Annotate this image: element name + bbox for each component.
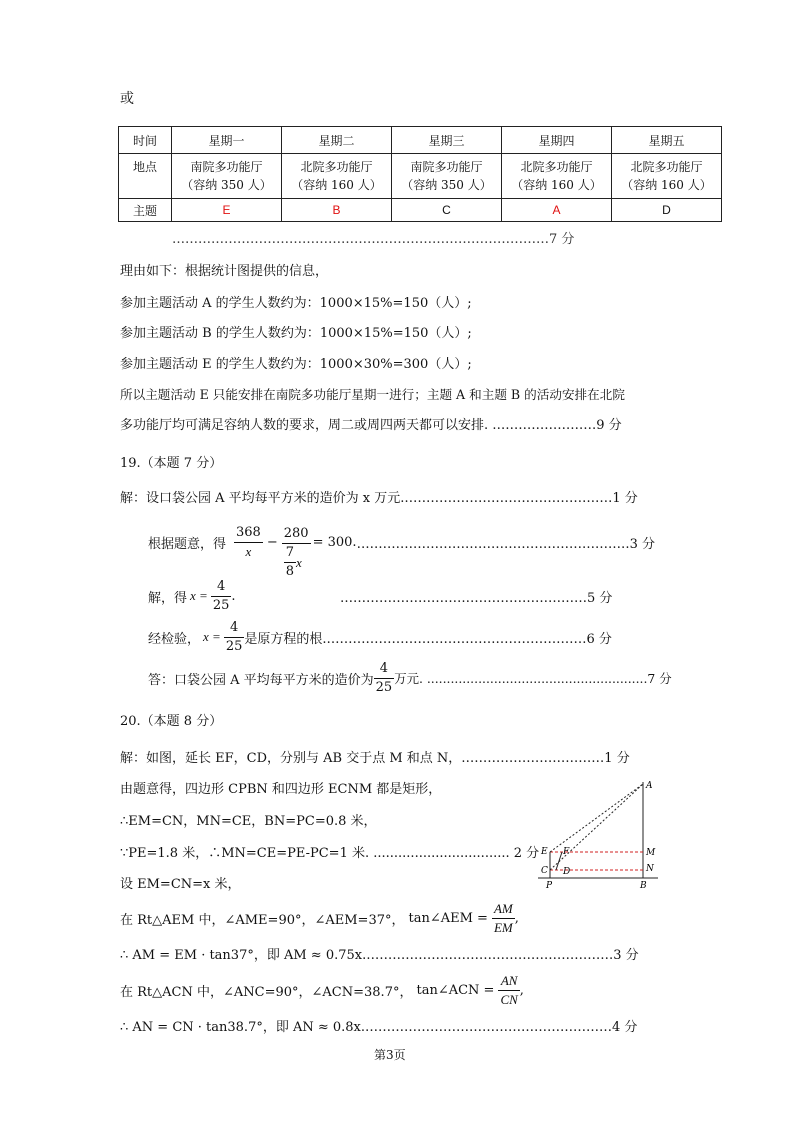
denominator: x bbox=[245, 543, 252, 559]
numerator: 368 bbox=[234, 524, 263, 543]
score-line-7: ……………………………………………………………………………7 分 bbox=[172, 232, 575, 247]
q19-check-prefix: 经检验， bbox=[148, 631, 201, 647]
q19-check bbox=[148, 617, 612, 657]
q20-tan-acn bbox=[120, 970, 524, 1010]
venue-name: 南院多功能厅 bbox=[190, 160, 263, 174]
label-f: F bbox=[563, 847, 570, 857]
label-d: D bbox=[563, 867, 571, 877]
q20-title: 20.（本题 8 分） bbox=[120, 714, 223, 729]
theme-cell: E bbox=[172, 199, 282, 222]
variable: x = bbox=[190, 588, 208, 603]
denominator bbox=[282, 544, 311, 581]
label-n: N bbox=[646, 864, 654, 874]
numerator: 280 bbox=[282, 525, 311, 544]
day-cell: 星期一 bbox=[172, 127, 282, 154]
comma: , bbox=[519, 982, 524, 998]
q19-equation: 根据题意，得 $\frac{368}{x}$ − 280 $\frac{7}{8}$ x = 300. ………………………………………………………3 分 bbox=[148, 524, 655, 579]
q20-line: 设 EM=CN=x 米， bbox=[120, 877, 241, 892]
q19-eq-suffix: = 300. bbox=[312, 534, 357, 550]
period: . bbox=[231, 588, 236, 604]
day-cell: 星期三 bbox=[392, 127, 502, 154]
denominator: CN bbox=[500, 991, 518, 1007]
geometry-figure bbox=[528, 776, 668, 892]
numerator: AN bbox=[498, 972, 519, 991]
reason-line: 多功能厅均可满足容纳人数的要求，周二或周四两天都可以安排. ……………………9 分 bbox=[120, 418, 622, 433]
sight-line-c bbox=[550, 784, 643, 870]
denominator: 25 bbox=[375, 679, 393, 695]
denominator: EM bbox=[493, 919, 513, 935]
q19-ans-suffix: 万元. ........................................................7 分 bbox=[394, 671, 672, 686]
q20-line: ∵PE=1.8 米，∴MN=CE=PE-PC=1 米. ................................. 2 分 bbox=[120, 846, 540, 861]
theme-cell: A bbox=[502, 199, 612, 222]
label-e: E bbox=[541, 847, 548, 857]
q19-ans-prefix: 答：口袋公园 A 平均每平方米的造价为 bbox=[148, 672, 374, 688]
q20-line: 由题意得，四边形 CPBN 和四边形 ECNM 都是矩形， bbox=[120, 782, 442, 797]
reason-line: 参加主题活动 E 的学生人数约为：1000×30%=300（人）; bbox=[120, 357, 472, 372]
venue-capacity: （容纳 160 人） bbox=[511, 178, 602, 192]
day-cell: 星期五 bbox=[612, 127, 722, 154]
comma: , bbox=[514, 910, 519, 926]
day-cell: 星期四 bbox=[502, 127, 612, 154]
header-place: 地点 bbox=[119, 154, 172, 199]
theme-cell: D bbox=[612, 199, 722, 222]
label-a: A bbox=[646, 781, 653, 791]
label-c: C bbox=[541, 866, 548, 876]
header-theme: 主题 bbox=[119, 199, 172, 222]
nested-fraction bbox=[284, 544, 296, 581]
theme-cell: B bbox=[282, 199, 392, 222]
table-row bbox=[119, 199, 722, 222]
q19-answer bbox=[148, 658, 672, 698]
venue-capacity: （容纳 350 人） bbox=[181, 178, 272, 192]
venue-name: 南院多功能厅 bbox=[410, 160, 483, 174]
sight-line-e bbox=[550, 784, 643, 852]
reason-line: 所以主题活动 E 只能安排在南院多功能厅星期一进行；主题 A 和主题 B 的活动安排在北院 bbox=[120, 387, 625, 402]
numerator: 7 bbox=[284, 544, 296, 563]
venue-capacity: （容纳 160 人） bbox=[621, 178, 712, 192]
reason-line: 理由如下：根据统计图提供的信息， bbox=[120, 264, 329, 279]
label-m: M bbox=[646, 848, 656, 858]
numerator: 4 bbox=[224, 619, 245, 638]
segment-df bbox=[556, 852, 562, 870]
q20-tan-prefix: 在 Rt△AEM 中，∠AME=90°，∠AEM=37°， bbox=[120, 912, 405, 928]
reason-line: 参加主题活动 A 的学生人数约为：1000×15%=150（人）; bbox=[120, 296, 472, 311]
q19-title: 19.（本题 7 分） bbox=[120, 456, 223, 471]
numerator: 4 bbox=[211, 578, 232, 597]
numerator: 4 bbox=[374, 660, 395, 679]
fraction bbox=[224, 619, 245, 656]
venue-name: 北院多功能厅 bbox=[630, 160, 703, 174]
q20-tan-aem bbox=[120, 898, 519, 938]
denominator: 8 bbox=[285, 564, 295, 579]
venue-cell bbox=[392, 154, 502, 199]
venue-capacity: （容纳 160 人） bbox=[291, 178, 382, 192]
venue-cell bbox=[172, 154, 282, 199]
q20-line: ∴ AM = EM · tan37°，即 AM ≈ 0.75x.…………………………………………………3 分 bbox=[120, 948, 639, 963]
or-word: 或 bbox=[120, 91, 134, 107]
q19-score: ………………………………………………………3 分 bbox=[356, 536, 655, 552]
page-number: 第3页 bbox=[374, 1048, 406, 1062]
day-cell: 星期二 bbox=[282, 127, 392, 154]
venue-cell bbox=[502, 154, 612, 199]
venue-cell bbox=[282, 154, 392, 199]
header-time: 时间 bbox=[119, 127, 172, 154]
q20-tan-prefix: 在 Rt△ACN 中，∠ANC=90°，∠ACN=38.7°， bbox=[120, 984, 413, 1000]
q19-check-suffix: 是原方程的根.……………………………………………………6 分 bbox=[244, 631, 612, 647]
q20-line: ∴EM=CN，MN=CE，BN=PC=0.8 米， bbox=[120, 814, 377, 829]
denominator: 25 bbox=[212, 597, 230, 613]
fraction bbox=[374, 660, 395, 697]
denominator: 25 bbox=[225, 638, 243, 654]
table-row bbox=[119, 127, 722, 154]
q19-sol-prefix: 解，得 bbox=[148, 590, 188, 606]
venue-capacity: （容纳 350 人） bbox=[401, 178, 492, 192]
variable: x = bbox=[203, 629, 221, 644]
venue-name: 北院多功能厅 bbox=[300, 160, 373, 174]
venue-name: 北院多功能厅 bbox=[520, 160, 593, 174]
reason-line: 参加主题活动 B 的学生人数约为：1000×15%=150（人）; bbox=[120, 326, 472, 341]
fraction bbox=[211, 578, 232, 615]
tan-expression: tan∠AEM = bbox=[408, 910, 488, 926]
fraction bbox=[282, 525, 311, 581]
q19-solution bbox=[148, 576, 236, 616]
label-b: B bbox=[640, 881, 647, 891]
q19-line: 解：设口袋公园 A 平均每平方米的造价为 x 万元.…………………………………………1 分 bbox=[120, 491, 638, 506]
label-p: P bbox=[546, 881, 553, 891]
q19-eq-prefix: 根据题意，得 bbox=[148, 536, 227, 552]
q20-line: 解：如图，延长 EF，CD，分别与 AB 交于点 M 和点 N，……………………………1 分 bbox=[120, 751, 630, 766]
table-row bbox=[119, 154, 722, 199]
fraction bbox=[492, 900, 515, 937]
venue-cell bbox=[612, 154, 722, 199]
q19-score: …………………………………………………5 分 bbox=[340, 591, 613, 606]
variable: x bbox=[296, 554, 302, 570]
tan-expression: tan∠ACN = bbox=[416, 982, 495, 998]
fraction bbox=[498, 972, 519, 1009]
schedule-table bbox=[118, 126, 722, 222]
theme-cell: C bbox=[392, 199, 502, 222]
fraction bbox=[234, 524, 263, 561]
q20-line: ∴ AN = CN · tan38.7°，即 AN ≈ 0.8x.…………………………………………………4 分 bbox=[120, 1020, 638, 1035]
numerator: AM bbox=[492, 900, 515, 919]
